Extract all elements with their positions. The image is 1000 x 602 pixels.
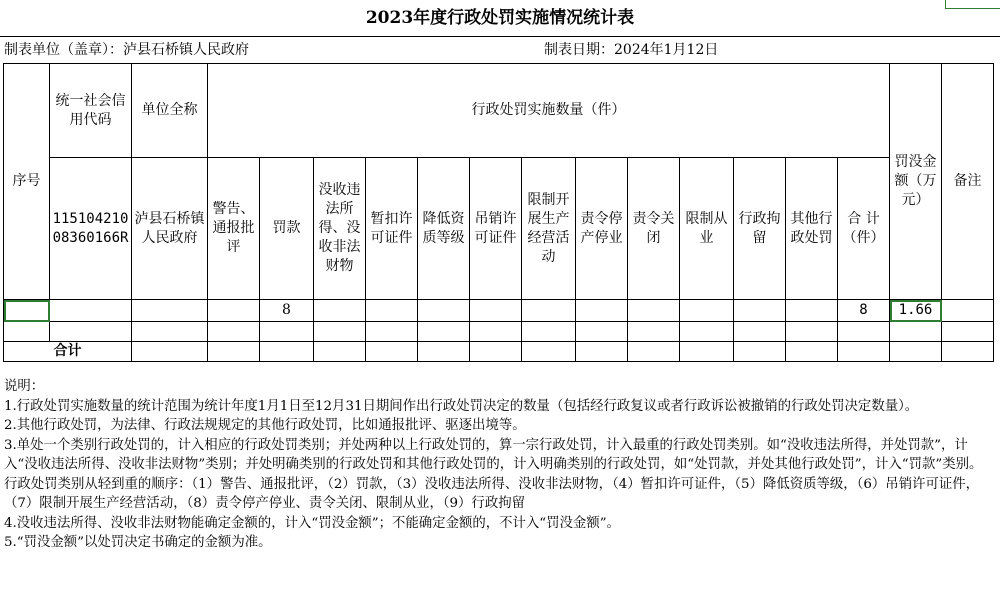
category-practice-restriction[interactable]: 限制从业 <box>680 158 734 300</box>
category-production-halt[interactable]: 责令停产停业 <box>576 158 628 300</box>
cell[interactable] <box>260 342 314 362</box>
cell[interactable] <box>628 322 680 342</box>
note-item: 1.行政处罚实施数量的统计范围为统计年度1月1日至12月31日期间作出行政处罚决定的数量（包括经行政复议或者行政诉讼被撤销的行政处罚决定数量）。 <box>4 398 919 414</box>
fine-amount-cell[interactable]: 1.66 <box>890 300 942 322</box>
category-license-suspension[interactable]: 暂扣许可证件 <box>366 158 418 300</box>
header-unit-name[interactable]: 单位全称 <box>132 64 208 158</box>
cell[interactable] <box>522 300 576 322</box>
cell[interactable] <box>366 342 418 362</box>
cell[interactable] <box>576 300 628 322</box>
cell[interactable] <box>680 322 734 342</box>
cell[interactable] <box>50 322 132 342</box>
cell[interactable] <box>208 300 260 322</box>
category-other[interactable]: 其他行政处罚 <box>786 158 838 300</box>
header-fine-amount[interactable]: 罚没金额（万元） <box>890 64 942 300</box>
category-business-restriction[interactable]: 限制开展生产经营活动 <box>522 158 576 300</box>
header-count-group[interactable]: 行政处罚实施数量（件） <box>208 64 890 158</box>
cell[interactable] <box>470 322 522 342</box>
header-seq[interactable]: 序号 <box>4 64 50 300</box>
cell[interactable] <box>208 322 260 342</box>
total-label[interactable]: 合计 <box>4 342 132 362</box>
cell[interactable] <box>786 300 838 322</box>
cell[interactable] <box>366 300 418 322</box>
statistics-table <box>3 63 994 362</box>
category-fine[interactable]: 罚款 <box>260 158 314 300</box>
selection-marker <box>945 0 1000 9</box>
category-warning[interactable]: 警告、通报批评 <box>208 158 260 300</box>
cell[interactable] <box>734 300 786 322</box>
cell[interactable] <box>132 300 208 322</box>
note-item: 2.其他行政处罚，为法律、行政法规规定的其他行政处罚，比如通报批评、驱逐出境等。 <box>4 418 526 433</box>
category-confiscation[interactable]: 没收违法所得、没收非法财物 <box>314 158 366 300</box>
table-row <box>4 322 994 342</box>
header-remark[interactable]: 备注 <box>942 64 994 300</box>
category-license-revocation[interactable]: 吊销许可证件 <box>470 158 522 300</box>
cell[interactable] <box>786 322 838 342</box>
cell[interactable] <box>418 322 470 342</box>
cell[interactable] <box>208 342 260 362</box>
cell[interactable] <box>786 342 838 362</box>
cell[interactable] <box>680 300 734 322</box>
prepared-date: 制表日期：2024年1月12日 <box>544 42 719 58</box>
cell[interactable] <box>470 300 522 322</box>
table-row <box>4 300 994 322</box>
org-credit-code[interactable]: 115104210 08360166R <box>50 158 132 300</box>
cell[interactable] <box>942 300 994 322</box>
notes-heading: 说明： <box>4 379 45 394</box>
report-title: 2023年度行政处罚实施情况统计表 <box>365 8 635 28</box>
category-total[interactable]: 合 计（件） <box>838 158 890 300</box>
prepared-by-unit: 制表单位（盖章）：泸县石桥镇人民政府 <box>4 42 249 58</box>
category-closure[interactable]: 责令关闭 <box>628 158 680 300</box>
cell[interactable] <box>470 342 522 362</box>
cell[interactable] <box>838 342 890 362</box>
table-row <box>4 342 994 362</box>
fine-count-cell[interactable]: 8 <box>260 300 314 322</box>
title-divider <box>0 36 1000 37</box>
cell[interactable] <box>734 322 786 342</box>
cell[interactable] <box>942 342 994 362</box>
org-name[interactable]: 泸县石桥镇人民政府 <box>132 158 208 300</box>
cell[interactable] <box>576 342 628 362</box>
cell[interactable] <box>838 322 890 342</box>
cell[interactable] <box>50 300 132 322</box>
cell[interactable] <box>260 322 314 342</box>
cell[interactable] <box>942 322 994 342</box>
cell[interactable] <box>4 322 50 342</box>
notes-section <box>4 377 994 553</box>
cell[interactable] <box>366 322 418 342</box>
total-count-cell[interactable]: 8 <box>838 300 890 322</box>
cell[interactable] <box>314 300 366 322</box>
cell[interactable] <box>132 342 208 362</box>
cell[interactable] <box>734 342 786 362</box>
cell[interactable] <box>522 322 576 342</box>
cell[interactable] <box>314 322 366 342</box>
note-item: 3.单处一个类别行政处罚的，计入相应的行政处罚类别；并处两种以上行政处罚的，算一宗行政处罚，计入最重的行政处罚类别。如“没收违法所得，并处罚款”，计入“没收违法所得、没收非法财物”类别；并处明确类别的行政处罚和其他行政处罚的，计入明确类别的行政处罚，如“处罚款，并处其他行政处罚”，计入“罚款”类别。行政处罚类别从轻到重的顺序：（1）警告、通报批评，（2）罚款，（3）没收违法所得、没收非法财物，（4）暂扣许可证件，（5）降低资质等级，（6）吊销许可证件，（7）限制开展生产经营活动，（8）责令停产停业、责令关闭、限制从业，（9）行政拘留 <box>4 437 983 511</box>
cell[interactable] <box>314 342 366 362</box>
cell[interactable] <box>418 342 470 362</box>
cell[interactable] <box>680 342 734 362</box>
cell[interactable] <box>132 322 208 342</box>
cell[interactable] <box>522 342 576 362</box>
cell[interactable] <box>890 342 942 362</box>
cell[interactable] <box>4 300 50 322</box>
cell[interactable] <box>628 342 680 362</box>
cell[interactable] <box>628 300 680 322</box>
category-qualification-downgrade[interactable]: 降低资质等级 <box>418 158 470 300</box>
cell[interactable] <box>576 322 628 342</box>
header-credit-code[interactable]: 统一社会信用代码 <box>50 64 132 158</box>
cell[interactable] <box>418 300 470 322</box>
cell[interactable] <box>890 322 942 342</box>
category-detention[interactable]: 行政拘留 <box>734 158 786 300</box>
note-item: 5.“罚没金额”以处罚决定书确定的金额为准。 <box>4 535 272 550</box>
note-item: 4.没收违法所得、没收非法财物能确定金额的，计入“罚没金额”；不能确定金额的，不计入“罚没金额”。 <box>4 515 620 531</box>
